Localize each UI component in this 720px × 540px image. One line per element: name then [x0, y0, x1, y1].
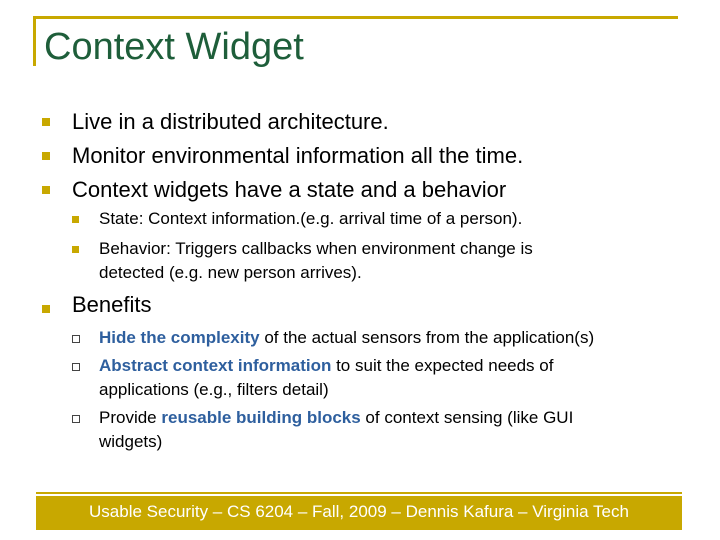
- benefit-rest: to suit the expected needs of: [331, 356, 554, 375]
- benefit-highlight: reusable building blocks: [161, 408, 361, 427]
- footer-text: Usable Security – CS 6204 – Fall, 2009 – Dennis Kafura – Virginia Tech: [89, 502, 629, 521]
- bullet-text: Monitor environmental information all the time.: [72, 143, 524, 168]
- benefit-rest: of context sensing (like GUI: [360, 408, 574, 427]
- sub-bullet-text: Behavior: Triggers callbacks when environment change is: [99, 239, 533, 258]
- benefit-prefix: Provide: [99, 408, 162, 427]
- benefit-rest: of the actual sensors from the application(s): [259, 328, 595, 347]
- title-frame-top-rule: [33, 16, 678, 19]
- bullet-marker: [42, 118, 50, 126]
- title-frame-left-rule: [33, 16, 36, 66]
- hollow-bullet-marker: [72, 363, 80, 371]
- sub-bullet-text: State: Context information.(e.g. arrival time of a person).: [99, 209, 523, 228]
- hollow-bullet-marker: [72, 335, 80, 343]
- sub-bullet-marker: [72, 216, 79, 223]
- bullet-text: Context widgets have a state and a behavior: [72, 177, 507, 202]
- benefit-continuation: applications (e.g., filters detail): [99, 380, 329, 399]
- benefits-heading: Benefits: [72, 292, 152, 317]
- bullet-text: Live in a distributed architecture.: [72, 109, 389, 134]
- slide-title: Context Widget: [44, 26, 304, 68]
- sub-bullet-text-continued: detected (e.g. new person arrives).: [99, 263, 362, 282]
- hollow-bullet-marker: [72, 415, 80, 423]
- benefit-item: [99, 355, 553, 377]
- benefit-item: [99, 407, 573, 429]
- benefit-highlight: Abstract context information: [99, 356, 332, 375]
- benefit-highlight: Hide the complexity: [99, 328, 260, 347]
- bullet-marker: [42, 152, 50, 160]
- bullet-marker: [42, 305, 50, 313]
- sub-bullet-marker: [72, 246, 79, 253]
- bullet-marker: [42, 186, 50, 194]
- benefit-item: [99, 327, 594, 349]
- benefit-continuation: widgets): [99, 432, 163, 451]
- footer-rule: [36, 492, 682, 494]
